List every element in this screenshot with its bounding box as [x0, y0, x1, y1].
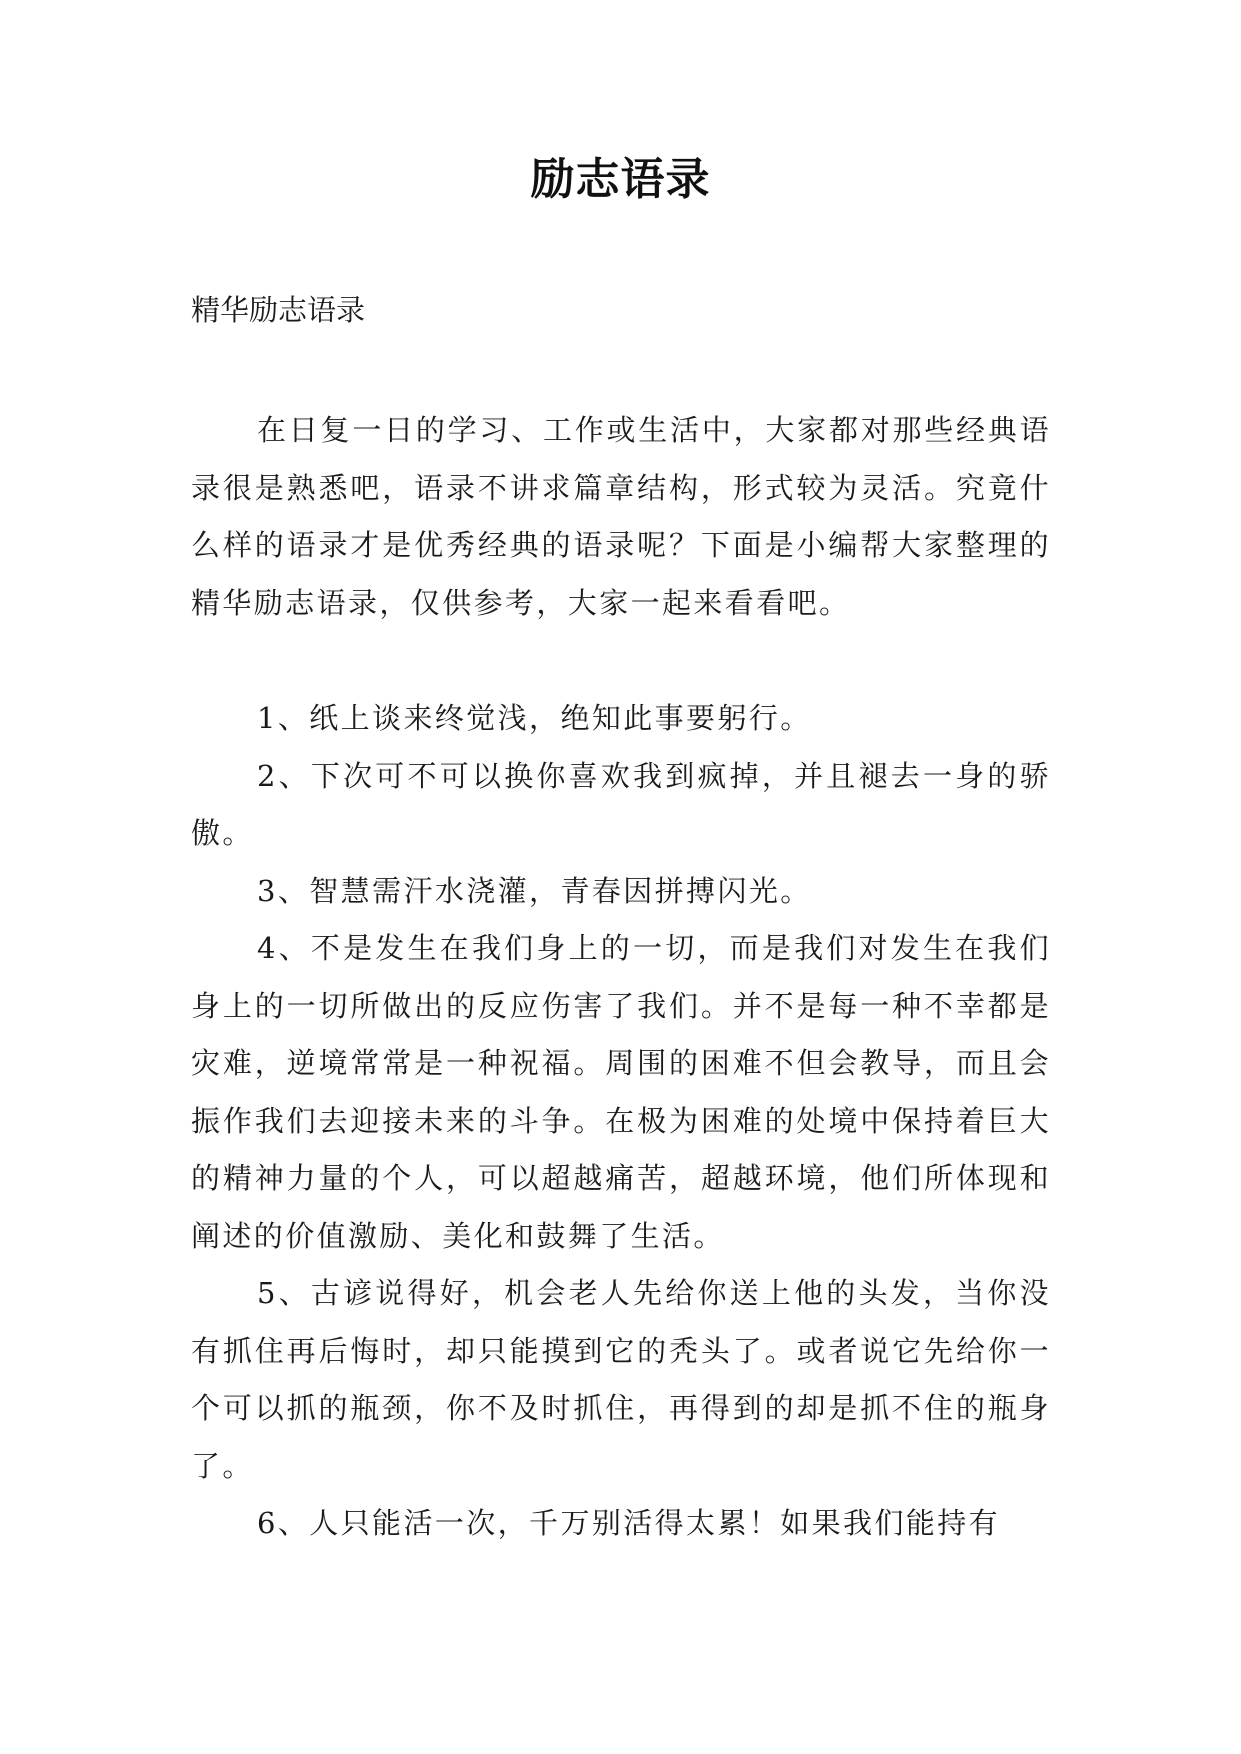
quote-item: 3、智慧需汗水浇灌，青春因拼搏闪光。 [257, 873, 812, 908]
quote-item: 5、古谚说得好，机会老人先给你送上他的头发，当你没有抓住再后悔时，却只能摸到它的秃头了。或者说它先给你一个可以抓的瓶颈，你不及时抓住，再得到的却是抓不住的瓶身了。 [191, 1276, 1051, 1483]
quote-list [191, 690, 1051, 1553]
section-subheading: 精华励志语录 [191, 293, 366, 327]
quote-item: 2、下次可不可以换你喜欢我到疯掉，并且褪去一身的骄傲。 [191, 758, 1051, 850]
quote-item: 1、纸上谈来终觉浅，绝知此事要躬行。 [257, 701, 812, 735]
intro-paragraph: 在日复一日的学习、工作或生活中，大家都对那些经典语录很是熟悉吧，语录不讲求篇章结构，形式较为灵活。究竟什么样的语录才是优秀经典的语录呢？下面是小编帮大家整理的精华励志语录，仅供参考，大家一起来看看吧。 [191, 413, 1051, 620]
quote-item: 6、人只能活一次，千万别活得太累！如果我们能持有 [257, 1506, 1001, 1540]
document-title: 励志语录 [530, 154, 711, 205]
quote-item: 4、不是发生在我们身上的一切，而是我们对发生在我们身上的一切所做出的反应伤害了我们。并不是每一种不幸都是灾难，逆境常常是一种祝福。周围的困难不但会教导，而且会振作我们去迎接未来的斗争。在极为困难的处境中保持着巨大的精神力量的个人，可以超越痛苦，超越环境，他们所体现和阐述的价值激励、美化和鼓舞了生活。 [191, 931, 1051, 1253]
